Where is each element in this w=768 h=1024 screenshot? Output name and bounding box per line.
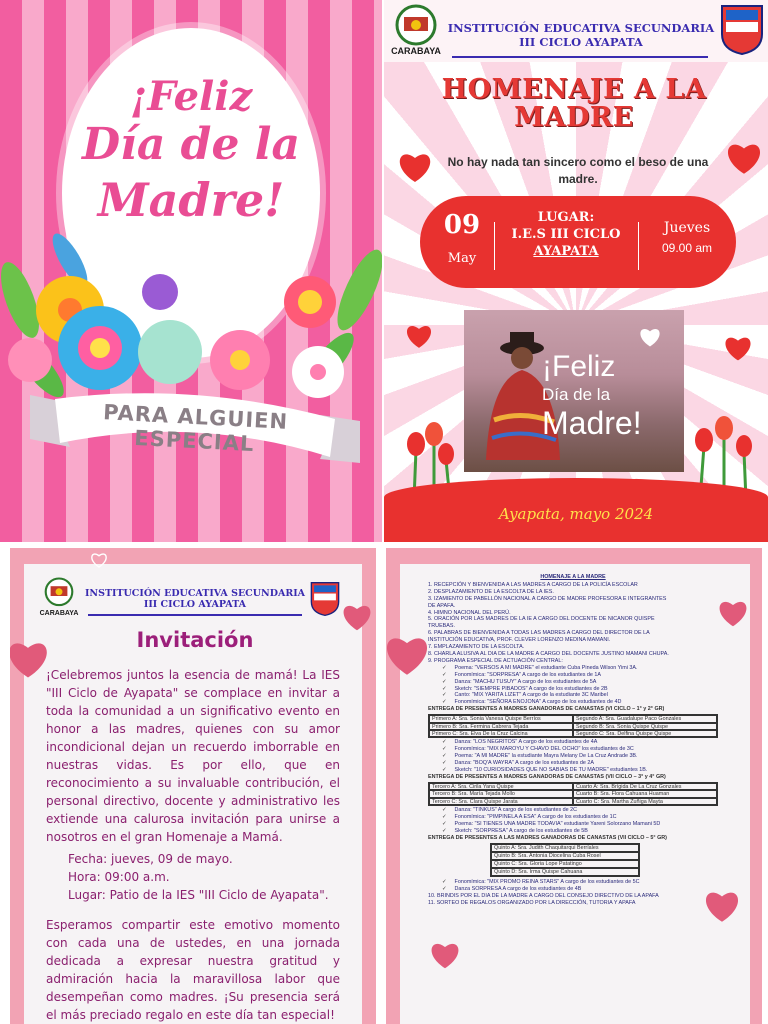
table-cell: Segundo B: Sra. Sonia Quispe Quispe [573,723,717,730]
program-list [428,574,718,907]
logo-left-label: CARABAYA [391,46,441,56]
greeting-line-2: Día de la [81,119,300,170]
ribbon-text: PARA ALGUIEN ESPECIAL [102,400,289,457]
heart-icon [716,598,750,628]
greeting-line-1: ¡Feliz [129,73,253,120]
program-item: INSTITUCIÓN EDUCATIVA, PROF. CLEVER LORENZO MEDINA MAMANI. [428,637,611,644]
heart-icon [340,602,374,632]
poster-title [414,76,734,133]
event-month: May [447,251,477,266]
homenaje-poster [384,0,768,542]
program-item: 9. PROGRAMA ESPECIAL DE ACTUACIÓN CENTRAL: [428,657,563,664]
poster-title-line-1: HOMENAJE A LA [441,74,707,105]
school-name-line-2: III CICLO AYAPATA [519,34,643,49]
invitation-details [68,850,348,904]
invitation-place: Lugar: Patio de la IES "III Ciclo de Ayapata". [68,888,329,902]
invitation-date: Fecha: jueves, 09 de mayo. [68,852,233,866]
school-name [80,588,310,611]
table-cell: Cuarto C: Sra. Martha Zuñiga Mayta [573,798,717,805]
event-place [496,210,636,261]
program-item: 6. PALABRAS DE BIENVENIDA A TODAS LAS MADRES A CARGO DEL DIRECTOR DE LA [428,630,650,637]
table-cell: Quinto D: Sra. Irma Quispe Cahuana [491,868,639,876]
school-name-line-1: INSTITUCIÓN EDUCATIVA SECUNDARIA [447,21,715,35]
program-act: ✓ Fonomímica: "MIX PROMO REINA STARS" A cargo de los estudiantes de 5C [428,879,718,886]
greeting-line-3: Madre! [97,173,285,228]
canastas-2-title: ENTREGA DE PRESENTES A MADRES GANADORAS DE CANASTAS (VII CICLO – 3° y 4° GR) [428,773,666,780]
school-name [446,22,716,50]
canastas-3-table [490,843,640,877]
school-shield-icon [720,4,764,56]
program-act: ✓ Sketch: "SIEMPRE PIBADOS" A cargo de los estudiantes de 2B [428,686,718,693]
logo-left-label: CARABAYA [39,610,79,617]
poster-quote: No hay nada tan sincero como el beso de una madre. [447,155,709,186]
photo-line-2: Día de la [542,385,611,404]
program-acts-b [428,739,718,774]
event-day: 09 [443,210,481,240]
canastas-1-title: ENTREGA DE PRESENTES A MADRES GANADORAS DE CANASTAS (VI CICLO – 1° y 2° GR) [428,706,665,713]
program-act: ✓ Danza: "MACHU TUSUY" A cargo de los estudiantes de 5A [428,679,718,686]
program-item: 4. HIMNO NACIONAL DEL PERÚ. [428,609,511,616]
program-act: ✓ Sketch: "SORPRESA" A cargo de los estudiantes de 5B [428,828,718,835]
canastas-1-table [428,714,718,738]
heart-outline-icon [638,326,662,348]
school-underline [452,56,708,58]
program-act: ✓ Fonomímica: "PIMPINELA A ESA" A cargo de los estudiantes de 1C [428,814,718,821]
event-weekday: Jueves [663,220,711,236]
program-act: ✓ Fonomímica: "SEÑORA ENOJONA" A cargo de los estudiantes de 4D [428,699,718,706]
photo-line-3: Madre! [542,405,642,441]
program-act: ✓ Danza: "TINKUS" A cargo de los estudiantes de 2C [428,807,718,814]
program-act: ✓ Danza: "BOQ'A WAYRA" A cargo de los estudiantes de 2A [428,760,718,767]
greeting-card [0,0,382,542]
table-cell: Tercero A: Sra. Cirila Yana Quispe [429,783,573,790]
invitation-page [10,548,376,1024]
photo-greeting [542,352,682,439]
table-cell: Cuarto A: Sra. Brígida De La Cruz Gonzales [573,783,717,790]
band-divider [494,222,495,270]
program-act: ✓ Poema: "VERSOS A MI MADRE" el estudiante Cuba Pineda Wilson Yimi 3A. [428,665,718,672]
school-shield-icon [310,580,340,618]
program-item: 10. BRINDIS POR EL DIA DE LA MADRE A CARGO DEL CONSEJO DIRECTIVO DE LA APAFA [428,893,659,900]
program-page [386,548,762,1024]
heart-outline-icon [90,552,108,568]
greeting-text [62,73,320,228]
program-act: ✓ Fonomímica: "MIX MAROYU Y CHAVO DEL OCHO" los estudiantes de 3C [428,746,718,753]
program-item: 5. ORACIÓN POR LAS MADRES DE LA IE A CARGO DEL DOCENTE DE NICANOR QUISPE [428,616,655,623]
invitation-paragraph-2: Esperamos compartir este emotivo momento con cada una de ustedes, en una jornada dedicada a expresar nuestra gratitud y admiración hacia la maravillosa labor que desempeñan como madres. ¡Su presencia será el más preciado regalo en este día tan especial! [46,918,340,1022]
program-items-a [428,582,718,665]
program-acts-c [428,807,718,835]
program-act: ✓ Poema: "A MI MADRE" la estudiante Mayra Melany De La Cruz Andrade 3B. [428,753,718,760]
program-act: ✓ Poema: "SI TIENES UNA MADRE TODAVIA" estudiante Yareni Solorzano Mamani 5D [428,821,718,828]
program-act: ✓ Danza: "LOS NEGRITOS" A cargo de los estudiantes de 4A [428,739,718,746]
program-items-b [428,893,718,907]
place-line-1: I.E.S III CICLO [511,226,621,242]
program-item: 3. IZAMIENTO DE PABELLÓN NACIONAL A CARGO DE MADRE PROFESORA E INTEGRANTES [428,595,667,602]
school-name-line-1: INSTITUCIÓN EDUCATIVA SECUNDARIA [84,588,306,599]
program-heading: HOMENAJE A LA MADRE [540,574,606,580]
canastas-3-title: ENTREGA DE PRESENTES A LAS MADRES GANADORAS DE CANASTAS (VII CICLO – 5° GR) [428,834,667,841]
place-line-2: AYAPATA [533,243,599,259]
program-item: 11. SORTEO DE REGALOS ORGANIZADO POR LA DIRECCIÓN, TUTORIA Y APAFA [428,900,636,907]
program-item: TRUEBAS. [428,623,455,630]
invitation-title: Invitación [136,628,254,652]
event-when [642,218,732,257]
table-cell: Primero C: Sra. Elva De la Cruz Calcina [429,730,573,737]
invitation-paragraph-1: ¡Celebremos juntos la esencia de mamá! La IES "III Ciclo de Ayapata" se complace en invitar a toda la comunidad a un significativo evento en honor a las madres, quienes con su amor incondicional dejan un recuerdo imborrable en nuestras vidas. Es por ello, que en reconocimiento a su invaluable contribución, el personal directivo, docente y administrativo les extiende una calurosa invitación para unirse a nosotros en el gran Homenaje a Mamá. [46,668,340,844]
table-cell: Tercero C: Sra. Clara Quispe Jarata [429,798,573,805]
school-underline [88,614,302,616]
table-cell: Segundo A: Sra. Guadalupe Paco Gonzales [573,715,717,722]
heart-icon [396,150,434,184]
program-act: ✓ Sketch: "10 CURIOSIDADES QUE NO SABIAS DE TU MADRE" estudiantes 1B. [428,767,718,774]
table-cell: Tercero B: Sra. María Tejada Mollo [429,790,573,797]
poster-footer-text: Ayapata, mayo 2024 [498,505,654,523]
photo-line-1: ¡Feliz [542,350,616,383]
table-cell: Primero A: Sra. Sonia Vanesa Quispe Berríos [429,715,573,722]
program-item: 2. DESPLAZAMIENTO DE LA ESCOLTA DE LA IES. [428,588,554,595]
heart-icon [404,322,434,350]
program-item: 8. CHARLA ALUSIVA AL DIA DE LA MADRE A CARGO DEL DOCENTE JUSTINO MAMANI CHUPA. [428,650,669,657]
program-item: DE APAFA. [428,602,456,609]
school-name-line-2: III CICLO AYAPATA [143,599,247,611]
heart-icon [386,632,432,678]
table-cell: Quinto A: Sra. Judith Chaquitarqui Berríales [491,844,639,852]
program-acts-a [428,665,718,706]
heart-icon [724,140,764,176]
poster-title-line-2: MADRE [514,102,634,134]
program-item: 1. RECEPCIÓN Y BIENVENIDA A LAS MADRES A CARGO DE LA POLICÍA ESCOLAR [428,581,638,588]
heart-icon [722,334,754,362]
event-time: 09.00 am [661,241,713,255]
table-cell: Cuarto B: Sra. Flora Cahuana Huaman [573,790,717,797]
table-cell: Quinto C: Sra. Gloria Lope Patatingo [491,860,639,868]
program-item: 7. EMPLAZAMIENTO DE LA ESCOLTA. [428,644,525,651]
invitation-time: Hora: 09:00 a.m. [68,870,170,884]
program-acts-d [428,879,718,893]
place-label: LUGAR: [537,210,595,225]
canastas-2-table [428,782,718,806]
band-divider [638,222,639,270]
table-cell: Segundo C: Sra. Delfina Quispe Quispe [573,730,717,737]
program-act: ✓ Danza SORPRESA A cargo de los estudiantes de 4B [428,886,718,893]
program-act: ✓ Fonomímica: "SORPRESA" A cargo de los estudiantes de 1A [428,672,718,679]
program-act: ✓ Canto: "MIX YARITA LIZET" A cargo de la estudiante 3C Maribel [428,692,718,699]
heart-icon [428,940,462,970]
table-cell: Primero B: Sra. Fermina Cabrera Tejada [429,723,573,730]
table-cell: Quinto B: Sra. Antonia Diocelina Cuba Rosel [491,852,639,860]
